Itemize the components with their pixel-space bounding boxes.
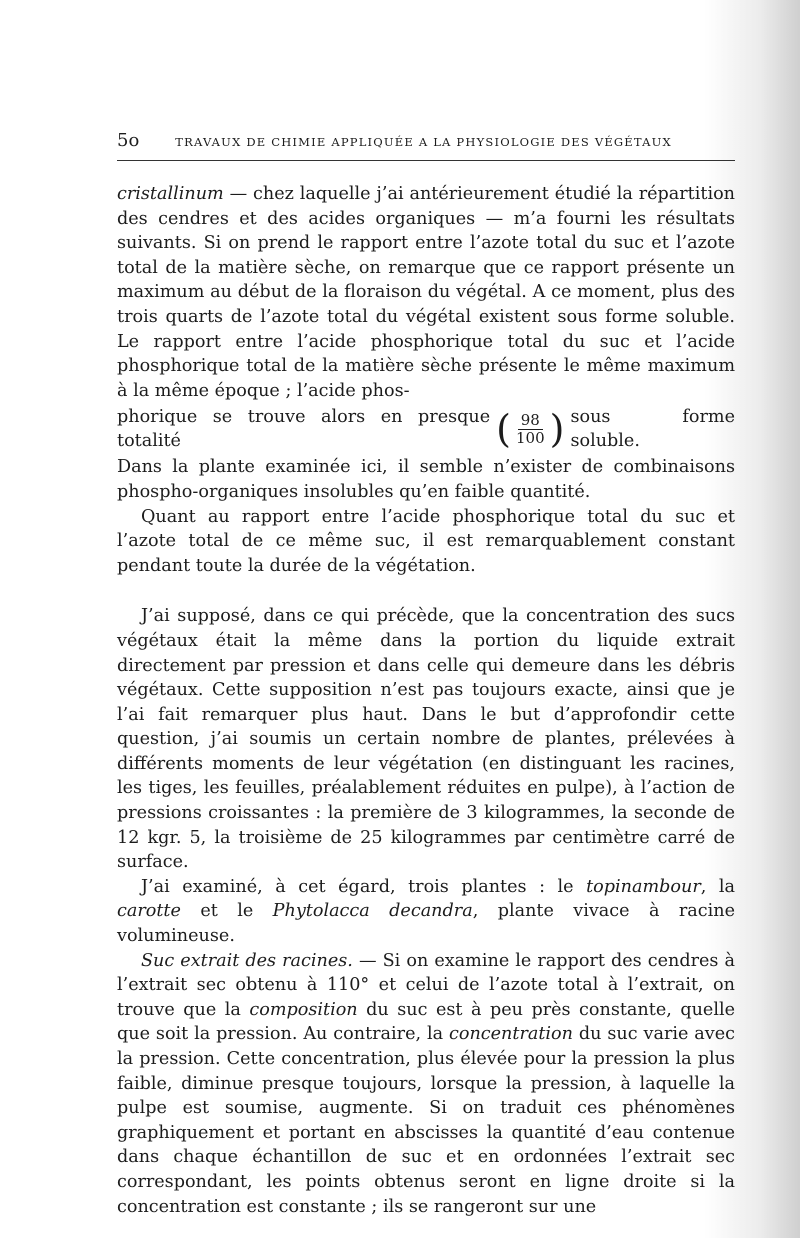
body-text [117, 182, 735, 1219]
fraction-line [117, 403, 735, 455]
paragraph-3: J’ai supposé, dans ce qui précède, que la concentration des sucs végétaux était la même dans la portion du liquide extrait directement par pression et dans celle qui demeure dans les débris végétaux. Cette supposition n’est pas toujours exacte, ainsi que je l’ai fait remarquer plus haut. Dans le but d’approfondir cette question, j’ai soumis un certain nombre de plantes, prélevées à différents moments de leur végétation (en distinguant les racines, les tiges, les feuilles, préalablement réduites en pulpe), à l’action de pressions croissantes : la première de 3 kilogrammes, la seconde de 12 kgr. 5, la troisième de 25 kilogrammes par centimètre carré de surface. [117, 606, 735, 873]
fraction-denominator: 100 [516, 428, 545, 447]
section-title: Suc extrait des racines. [141, 950, 353, 971]
running-head: TRAVAUX DE CHIMIE APPLIQUÉE A LA PHYSIOLOGIE DES VÉGÉTAUX [175, 135, 672, 149]
paragraph-2: Quant au rapport entre l’acide phosphorique total du suc et l’azote total de ce même suc, il est remarquablement constant pendant toute la durée de la végétation. [117, 506, 735, 576]
fraction-numerator: 98 [518, 412, 543, 430]
fraction-line-after: sous forme soluble. [570, 406, 735, 452]
header-rule [117, 160, 735, 161]
page-header [117, 130, 735, 151]
species-name: cristallinum [117, 184, 224, 204]
paragraph-5: Suc extrait des racines. — Si on examine le rapport des cendres à l’extrait sec obtenu à 110° et celui de l’azote total à l’extrait, on trouve que la composition du suc est à peu près constante, quelle que soit la pression. Au contraire, la concentration du suc varie avec la pression. Cette concentration, plus élevée pour la pression la plus faible, diminue presque toujours, lorsque la pression, à laquelle la pulpe est soumise, augmente. Si on traduit ces phénomènes graphiquement et portant en abscisses la quantité d’eau contenue dans chaque échantillon de suc et en ordonnées l’extrait sec correspondant, les points obtenus seront en ligne droite si la concentration est constante ; ils se rangeront sur une [117, 950, 735, 1217]
page-number: 5o [117, 130, 140, 151]
paragraph-1: cristallinum — chez laquelle j’ai antérieurement étudié la répartition des cendres et des acides organiques — m’a fourni les résultats suivants. Si on prend le rapport entre l’azote total du suc et l’azote total de la matière sèche, on remarque que ce rapport présente un maximum au début de la floraison du végétal. A ce moment, plus des trois quarts de l’azote total du végétal existent sous forme soluble. Le rapport entre l’acide phosphorique total du suc et l’acide phosphorique total de la matière sèche présente le même maximum à la même époque ; l’acide phos- [117, 184, 735, 401]
paragraph-1-end: Dans la plante examinée ici, il semble n’exister de combinaisons phospho-organiques insolubles qu’en faible quantité. [117, 457, 735, 502]
paragraph-4: J’ai examiné, à cet égard, trois plantes : le topinambour, la carotte et le Phytolacca decandra, plante vivace à racine volumineuse. [117, 876, 735, 947]
fraction-line-before: phorique se trouve alors en presque totalité [117, 406, 491, 452]
fraction: ( $\frac{98}{100}$ ) [496, 407, 565, 452]
